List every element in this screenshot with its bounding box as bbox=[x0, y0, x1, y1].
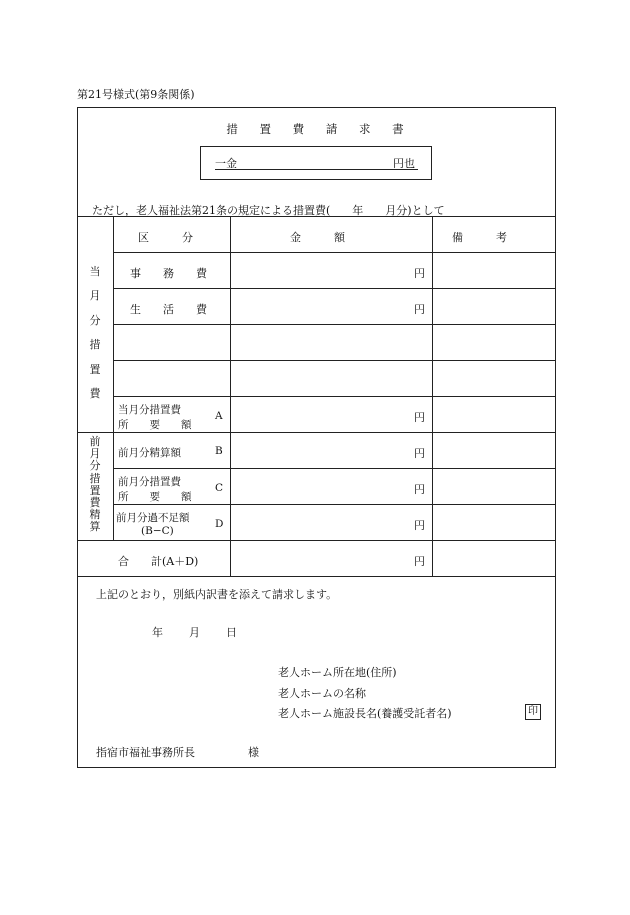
row-mark-b: B bbox=[215, 445, 223, 457]
closing-text: 上記のとおり，別紙内訳書を添えて請求します。 bbox=[96, 588, 338, 601]
facility-address-label: 老人ホーム所在地(住所) bbox=[278, 666, 397, 679]
amount-suffix: 円也 bbox=[393, 157, 415, 170]
row-line bbox=[77, 540, 556, 541]
current-month-group-label bbox=[88, 260, 102, 406]
row-label-office-expense: 事 務 費 bbox=[130, 267, 207, 280]
group-column-line bbox=[113, 216, 114, 540]
row-line bbox=[113, 468, 556, 469]
date-month: 月 bbox=[189, 626, 200, 639]
amount-column-line bbox=[230, 216, 231, 576]
title-char: 書 bbox=[392, 122, 404, 136]
group-char: 分 bbox=[89, 313, 101, 327]
facility-head-label: 老人ホーム施設長名(養護受託者名) bbox=[278, 707, 452, 720]
row-label-a-line2: 所 要 額 bbox=[118, 419, 192, 431]
row-line bbox=[113, 252, 556, 253]
header-remarks: 備 考 bbox=[452, 231, 507, 244]
remarks-column-line bbox=[432, 216, 433, 576]
yen-b: 円 bbox=[414, 447, 425, 460]
yen-office: 円 bbox=[414, 267, 425, 280]
form-title bbox=[0, 121, 630, 137]
row-line bbox=[113, 324, 556, 325]
row-line bbox=[77, 432, 556, 433]
group-char: 措 bbox=[89, 338, 101, 352]
group-char: 月 bbox=[89, 447, 101, 461]
group-char: 費 bbox=[89, 387, 101, 401]
group-char: 置 bbox=[89, 483, 101, 497]
row-label-b: 前月分精算額 bbox=[118, 447, 181, 459]
yen-total: 円 bbox=[414, 555, 425, 568]
row-line bbox=[113, 288, 556, 289]
row-mark-d: D bbox=[215, 518, 224, 530]
yen-a: 円 bbox=[414, 411, 425, 424]
row-mark-a: A bbox=[215, 410, 223, 422]
row-label-d-line1: 前月分過不足額 bbox=[116, 512, 190, 524]
header-category: 区 分 bbox=[138, 231, 193, 244]
seal-mark: 印 bbox=[525, 704, 541, 720]
group-char: 精 bbox=[89, 508, 101, 522]
date-day: 日 bbox=[226, 626, 237, 639]
group-char: 置 bbox=[89, 362, 101, 376]
prior-month-group-label bbox=[88, 436, 102, 534]
amount-underline bbox=[215, 169, 418, 170]
amount-prefix: 一金 bbox=[215, 157, 237, 170]
group-char: 月 bbox=[89, 289, 101, 303]
row-label-c-line1: 前月分措置費 bbox=[118, 476, 181, 488]
addressee-honorific: 様 bbox=[248, 746, 259, 759]
table-bottom-border bbox=[77, 576, 556, 577]
row-label-c-line2: 所 要 額 bbox=[118, 491, 192, 503]
yen-c: 円 bbox=[414, 483, 425, 496]
title-char: 費 bbox=[292, 122, 305, 136]
date-year: 年 bbox=[152, 626, 163, 639]
title-char: 措 bbox=[226, 122, 238, 136]
group-char: 当 bbox=[89, 265, 101, 278]
row-line bbox=[113, 396, 556, 397]
addressee-office: 指宿市福祉事務所長 bbox=[96, 746, 195, 759]
group-char: 措 bbox=[89, 471, 101, 485]
header-amount: 金 額 bbox=[290, 231, 345, 244]
title-char: 請 bbox=[325, 122, 338, 136]
group-char: 前 bbox=[89, 435, 101, 448]
yen-living: 円 bbox=[414, 303, 425, 316]
row-label-d-line2: (B−C) bbox=[141, 525, 174, 537]
row-label-a-line1: 当月分措置費 bbox=[118, 404, 181, 416]
row-mark-c: C bbox=[215, 482, 224, 494]
row-line bbox=[113, 360, 556, 361]
group-char: 算 bbox=[89, 520, 101, 534]
row-label-living-expense: 生 活 費 bbox=[130, 303, 207, 316]
proviso-text: ただし，老人福祉法第21条の規定による措置費( 年 月分)として bbox=[92, 204, 445, 217]
table-top-border bbox=[77, 216, 556, 217]
group-char: 分 bbox=[89, 459, 101, 473]
title-char: 求 bbox=[358, 122, 371, 136]
row-label-total: 合 計(A＋D) bbox=[118, 555, 199, 568]
facility-name-label: 老人ホームの名称 bbox=[278, 687, 366, 700]
form-number: 第21号様式(第9条関係) bbox=[77, 88, 195, 101]
group-char: 費 bbox=[89, 496, 101, 510]
title-char: 置 bbox=[259, 122, 272, 136]
row-line bbox=[113, 504, 556, 505]
yen-d: 円 bbox=[414, 519, 425, 532]
